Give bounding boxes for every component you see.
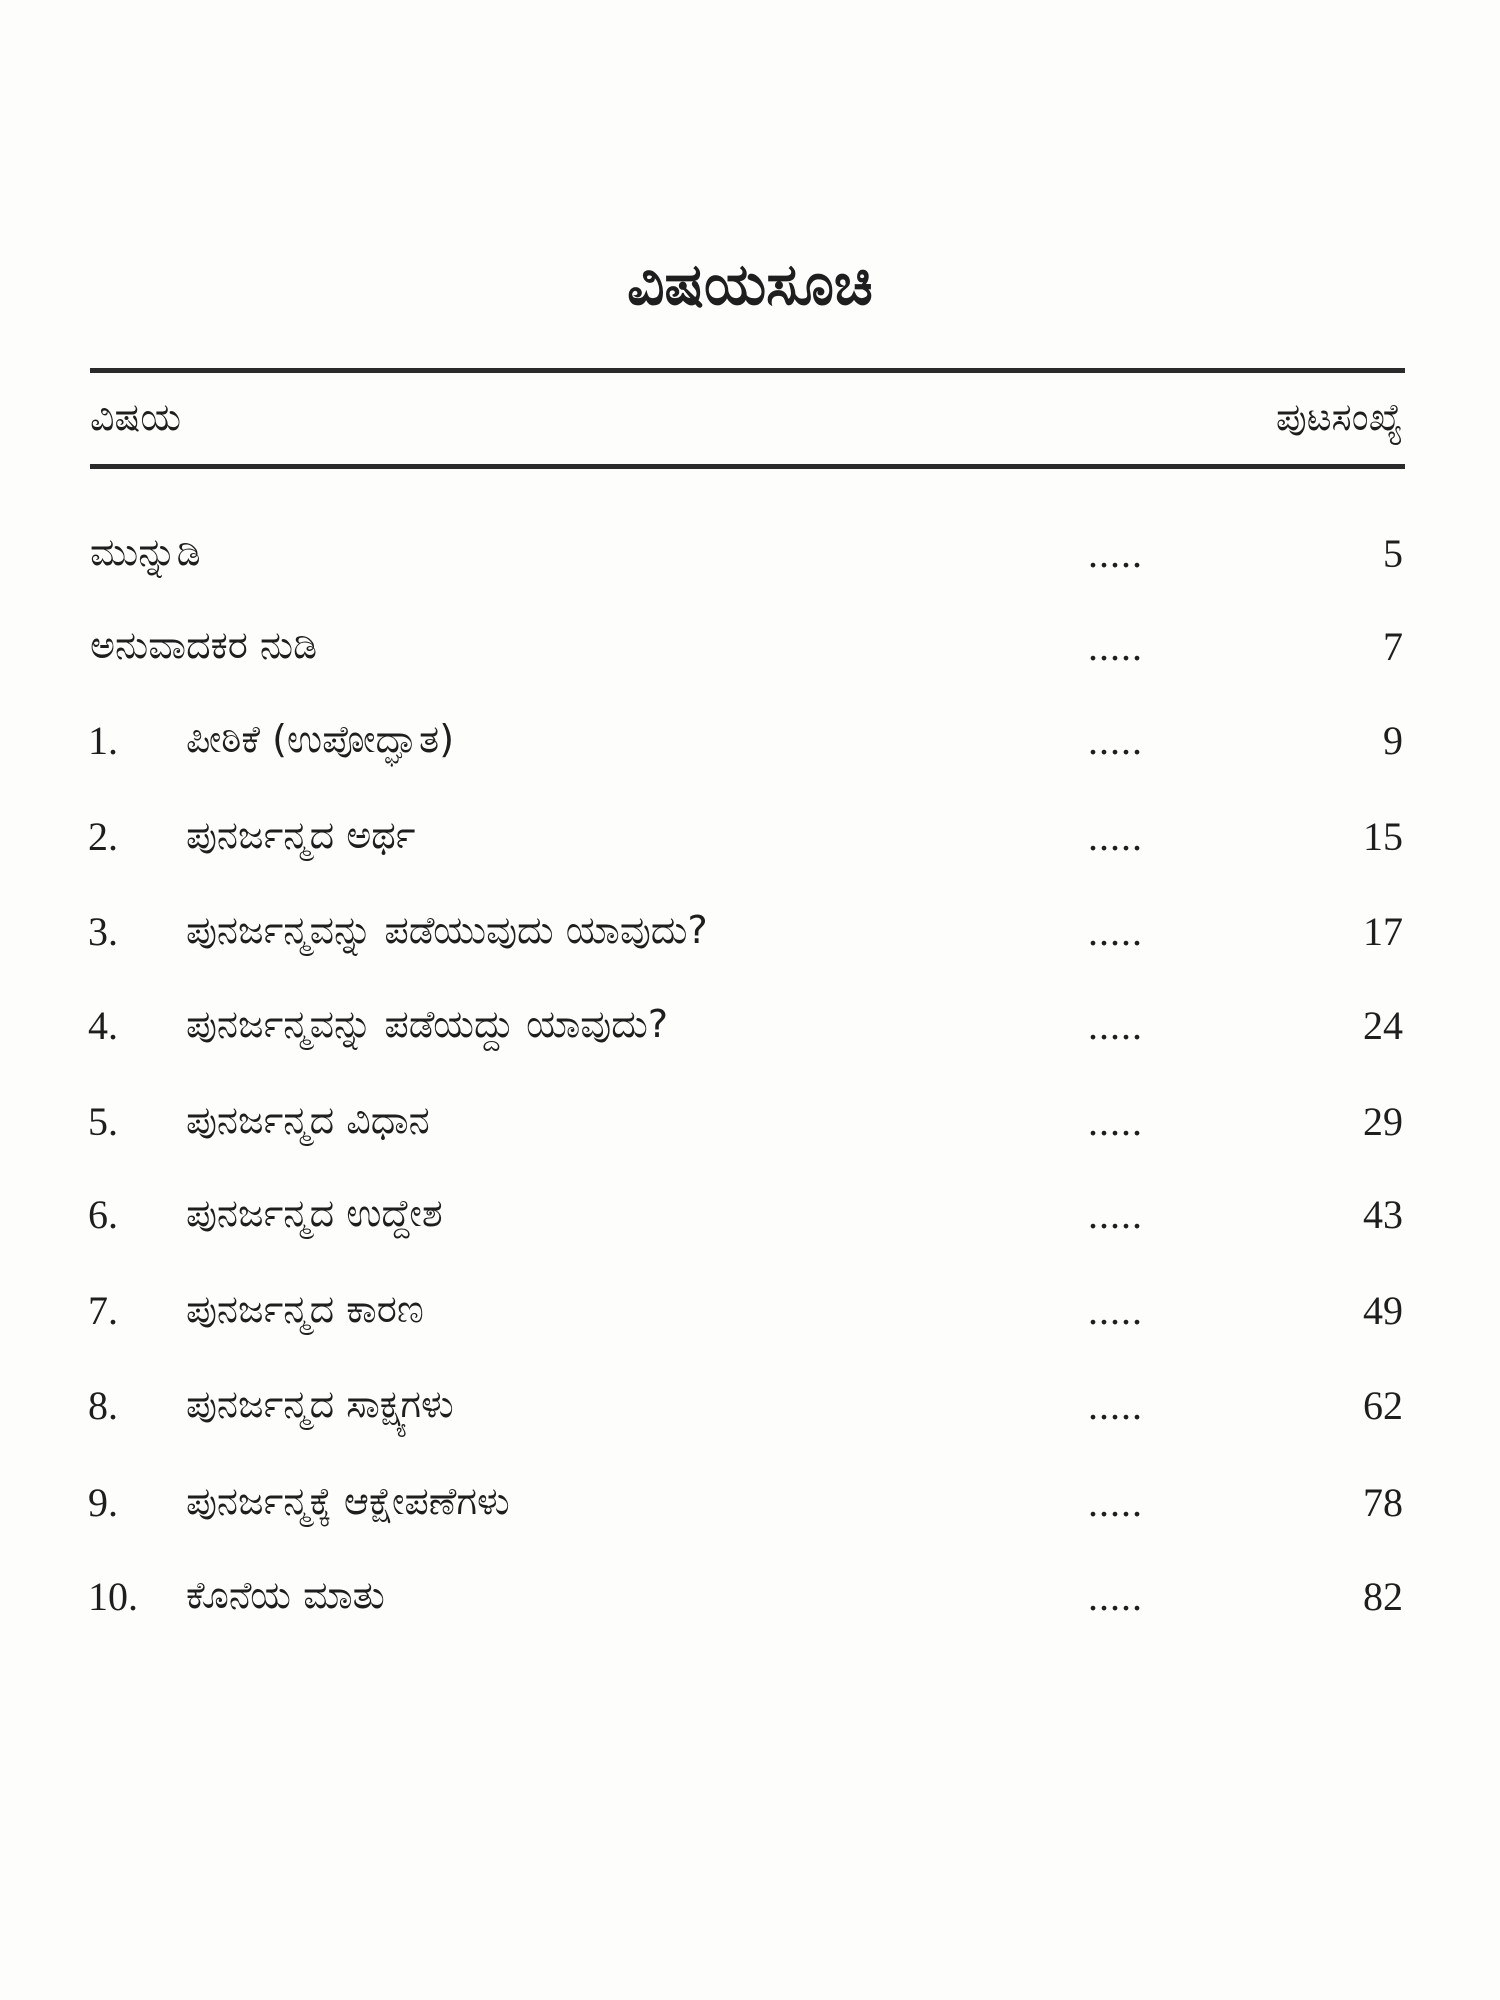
entry-page: 43 [1363, 1192, 1403, 1237]
entry-title: ಕೊನೆಯ ಮಾತು [186, 1573, 385, 1617]
entry-number: 2. [88, 814, 118, 859]
entry-number: 4. [88, 1003, 118, 1048]
toc-entry [0, 1098, 1500, 1158]
entry-title: ಪೀಠಿಕೆ (ಉಪೋದ್ಘಾತ) [186, 717, 455, 761]
entry-number: 5. [88, 1099, 118, 1144]
entry-page: 62 [1363, 1383, 1403, 1428]
entry-page: 24 [1363, 1003, 1403, 1048]
leader-dots: ..... [1088, 1480, 1143, 1525]
entry-title: ಪುನರ್ಜನ್ಮಕ್ಕೆ ಆಕ್ಷೇಪಣೆಗಳು [186, 1479, 510, 1523]
toc-entry [0, 1382, 1500, 1442]
toc-entry [0, 1287, 1500, 1347]
entry-page: 82 [1363, 1574, 1403, 1619]
toc-entry [0, 1191, 1500, 1251]
entry-title: ಪುನರ್ಜನ್ಮದ ಅರ್ಥ [186, 813, 416, 857]
entry-title: ಪುನರ್ಜನ್ಮದ ಸಾಕ್ಷ್ಯಗಳು [186, 1382, 454, 1426]
toc-entry [0, 623, 1500, 683]
entry-page: 15 [1363, 814, 1403, 859]
entry-page: 49 [1363, 1288, 1403, 1333]
toc-entry [0, 717, 1500, 777]
toc-entry [0, 1479, 1500, 1539]
top-rule [90, 368, 1405, 373]
entry-page: 9 [1383, 718, 1403, 763]
leader-dots: ..... [1088, 1099, 1143, 1144]
entry-title: ಪುನರ್ಜನ್ಮದ ಕಾರಣ [186, 1287, 424, 1331]
header-rule [90, 464, 1405, 469]
entry-number: 3. [88, 909, 118, 954]
entry-page: 29 [1363, 1099, 1403, 1144]
entry-page: 7 [1383, 624, 1403, 669]
entry-title: ಪುನರ್ಜನ್ಮದ ಉದ್ದೇಶ [186, 1191, 443, 1235]
header-page-number: ಪುಟಸಂಖ್ಯೆ [1275, 395, 1403, 439]
header-subject: ವಿಷಯ [90, 395, 182, 439]
entry-number: 10. [88, 1574, 138, 1619]
entry-number: 8. [88, 1383, 118, 1428]
leader-dots: ..... [1088, 1383, 1143, 1428]
page-title: ವಿಷಯಸೂಚಿ [627, 250, 873, 318]
leader-dots: ..... [1088, 1192, 1143, 1237]
leader-dots: ..... [1088, 1574, 1143, 1619]
leader-dots: ..... [1088, 1288, 1143, 1333]
toc-entry [0, 530, 1500, 590]
entry-number: 6. [88, 1192, 118, 1237]
leader-dots: ..... [1088, 531, 1143, 576]
entry-title: ಅನುವಾದಕರ ನುಡಿ [90, 623, 318, 667]
entry-page: 78 [1363, 1480, 1403, 1525]
leader-dots: ..... [1088, 624, 1143, 669]
entry-title: ಮುನ್ನುಡಿ [90, 530, 201, 574]
entry-number: 9. [88, 1480, 118, 1525]
entry-title: ಪುನರ್ಜನ್ಮದ ವಿಧಾನ [186, 1098, 430, 1142]
toc-entry [0, 1573, 1500, 1633]
leader-dots: ..... [1088, 718, 1143, 763]
entry-title: ಪುನರ್ಜನ್ಮವನ್ನು ಪಡೆಯದ್ದು ಯಾವುದು? [186, 1002, 669, 1046]
leader-dots: ..... [1088, 909, 1143, 954]
entry-number: 7. [88, 1288, 118, 1333]
toc-entry [0, 908, 1500, 968]
entry-page: 5 [1383, 531, 1403, 576]
entry-number: 1. [88, 718, 118, 763]
toc-entry [0, 813, 1500, 873]
toc-entry [0, 1002, 1500, 1062]
entry-page: 17 [1363, 909, 1403, 954]
leader-dots: ..... [1088, 1003, 1143, 1048]
leader-dots: ..... [1088, 814, 1143, 859]
entry-title: ಪುನರ್ಜನ್ಮವನ್ನು ಪಡೆಯುವುದು ಯಾವುದು? [186, 908, 708, 952]
